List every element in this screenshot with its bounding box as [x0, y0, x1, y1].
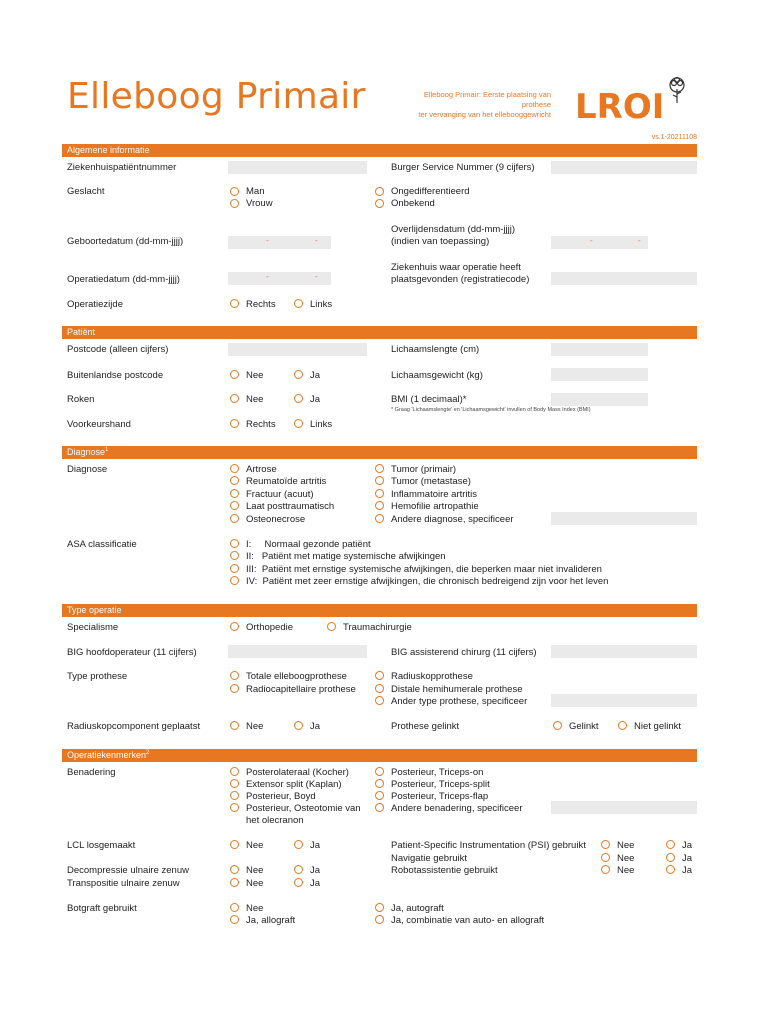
label-psi: Patient-Specific Instrumentation (PSI) gebruikt [391, 840, 586, 851]
label-ziekenhuis-sub: plaatsgevonden (registratiecode) [391, 274, 530, 285]
label-bmi: BMI (1 decimaal)* [391, 394, 467, 405]
radio-hand-links[interactable] [294, 419, 303, 428]
option-nee: Nee [246, 840, 264, 851]
label-postcode: Postcode (alleen cijfers) [67, 344, 169, 355]
label-lichaamsgewicht: Lichaamsgewicht (kg) [391, 370, 483, 381]
label-operatiezijde: Operatiezijde [67, 299, 123, 310]
radio-orthopedie[interactable] [230, 622, 239, 631]
section-operatiekenmerken-title: Operatiekenmerken [67, 750, 147, 760]
option-triceps-on: Posterieur, Triceps-on [391, 767, 484, 778]
section-patient: Patiënt [62, 326, 697, 339]
lichaamslengte-input[interactable] [551, 343, 648, 356]
radio-niet-gelinkt[interactable] [618, 721, 627, 730]
label-prothese-gelinkt: Prothese gelinkt [391, 721, 460, 732]
option-zijde-links: Links [310, 299, 333, 310]
label-asa: ASA classificatie [67, 539, 137, 550]
page-title: Elleboog Primair [67, 76, 366, 117]
option-links: Links [310, 419, 333, 430]
option-asa-1: I: Normaal gezonde patiënt [246, 539, 371, 550]
radio-asa-2[interactable] [230, 551, 239, 560]
option-botgraft-combinatie: Ja, combinatie van auto- en allograft [391, 915, 545, 926]
tree-icon [670, 78, 684, 104]
radio-triceps-flap[interactable] [375, 791, 384, 800]
option-radiuskopprothese: Radiuskopprothese [391, 671, 473, 682]
radio-asa-1[interactable] [230, 539, 239, 548]
option-ja: Ja [310, 878, 321, 889]
option-posterolateraal: Posterolateraal (Kocher) [246, 767, 349, 778]
radio-navigatie-ja[interactable] [666, 853, 675, 862]
option-extensor-split: Extensor split (Kaplan) [246, 779, 342, 790]
lroi-logo [573, 73, 693, 123]
option-nee: Nee [617, 865, 635, 876]
label-buitenlandse-postcode: Buitenlandse postcode [67, 370, 164, 381]
radio-vrouw[interactable] [230, 199, 239, 208]
radio-roken-ja[interactable] [294, 394, 303, 403]
label-operatiedatum: Operatiedatum (dd-mm-jjjj) [67, 274, 180, 285]
option-posterieur-boyd: Posterieur, Boyd [246, 791, 316, 802]
label-benadering: Benadering [67, 767, 116, 778]
label-specialisme: Specialisme [67, 622, 119, 633]
option-nee: Nee [617, 853, 635, 864]
radio-botgraft-nee[interactable] [230, 903, 239, 912]
radio-posterieur-osteotomie[interactable] [230, 803, 239, 812]
option-nee: Nee [246, 878, 264, 889]
label-navigatie: Navigatie gebruikt [391, 853, 468, 864]
option-reumatoide-artritis: Reumatoïde artritis [246, 476, 327, 487]
option-nee: Nee [246, 865, 264, 876]
label-transpositie: Transpositie ulnaire zenuw [67, 878, 180, 889]
label-geslacht: Geslacht [67, 186, 105, 197]
date-separator: - [266, 272, 269, 281]
option-ja: Ja [310, 394, 321, 405]
option-nee: Nee [246, 370, 264, 381]
radio-artrose[interactable] [230, 464, 239, 473]
andere-benadering-input[interactable] [551, 801, 697, 814]
radio-asa-3[interactable] [230, 564, 239, 573]
radio-totale-elleboogprothese[interactable] [230, 671, 239, 680]
radio-lcl-nee[interactable] [230, 840, 239, 849]
option-traumachirurgie: Traumachirurgie [343, 622, 412, 633]
radio-triceps-on[interactable] [375, 767, 384, 776]
radio-decompressie-nee[interactable] [230, 865, 239, 874]
radio-andere-benadering[interactable] [375, 803, 384, 812]
option-vrouw: Vrouw [246, 198, 273, 209]
option-man: Man [246, 186, 265, 197]
ziekenhuispatientnummer-input[interactable] [228, 161, 367, 174]
label-ziekenhuispatientnummer: Ziekenhuispatiëntnummer [67, 162, 177, 173]
big-assisterend-input[interactable] [551, 645, 697, 658]
section-diagnose [62, 446, 697, 459]
option-inflammatoire-artritis: Inflammatoire artritis [391, 489, 478, 500]
date-separator: - [315, 272, 318, 281]
option-rechts: Rechts [246, 419, 276, 430]
option-ja: Ja [310, 370, 321, 381]
bmi-input[interactable] [551, 393, 648, 406]
radio-gelinkt[interactable] [553, 721, 562, 730]
ziekenhuis-input[interactable] [551, 272, 697, 285]
option-artrose: Artrose [246, 464, 277, 475]
radio-transpositie-nee[interactable] [230, 878, 239, 887]
radio-lcl-ja[interactable] [294, 840, 303, 849]
radio-navigatie-nee[interactable] [601, 853, 610, 862]
radio-botgraft-autograft[interactable] [375, 903, 384, 912]
radio-botgraft-allograft[interactable] [230, 915, 239, 924]
radio-radiuskopprothese[interactable] [375, 671, 384, 680]
andere-diagnose-input[interactable] [551, 512, 697, 525]
option-zijde-rechts: Rechts [246, 299, 276, 310]
radio-posterieur-boyd[interactable] [230, 791, 239, 800]
label-diagnose: Diagnose [67, 464, 108, 475]
label-lichaamslengte: Lichaamslengte (cm) [391, 344, 480, 355]
radio-hemofilie-artropathie[interactable] [375, 501, 384, 510]
radio-man[interactable] [230, 187, 239, 196]
date-separator: - [590, 236, 593, 245]
bsn-input[interactable] [551, 161, 697, 174]
radio-distale-hemihumerale[interactable] [375, 684, 384, 693]
option-orthopedie: Orthopedie [246, 622, 294, 633]
option-ja: Ja [682, 840, 693, 851]
label-voorkeurshand: Voorkeurshand [67, 419, 131, 430]
option-ja: Ja [310, 865, 321, 876]
radio-transpositie-ja[interactable] [294, 878, 303, 887]
option-ander-type-prothese: Ander type prothese, specificeer [391, 696, 528, 707]
subtitle-line: Elleboog Primair: Eerste plaatsing van prothese [423, 90, 551, 109]
option-hemofilie-artropathie: Hemofilie artropathie [391, 501, 479, 512]
radio-radiuskop-ja[interactable] [294, 721, 303, 730]
page-subtitle [395, 90, 551, 120]
label-overlijdensdatum: Overlijdensdatum (dd-mm-jjjj) [391, 224, 516, 235]
radio-onbekend[interactable] [375, 199, 384, 208]
label-type-prothese: Type prothese [67, 671, 128, 682]
radio-tumor-primair[interactable] [375, 464, 384, 473]
section-diagnose-title: Diagnose [67, 447, 106, 457]
radio-traumachirurgie[interactable] [327, 622, 336, 631]
label-radiuskopcomponent: Radiuskopcomponent geplaatst [67, 721, 201, 732]
bmi-note: * Graag 'Lichaamslengte' en 'Lichaamsgewicht' invullen of Body Mass Index (BMI) [391, 407, 591, 413]
label-geboortedatum: Geboortedatum (dd-mm-jjjj) [67, 236, 184, 247]
option-onbekend: Onbekend [391, 198, 435, 209]
date-separator: - [638, 236, 641, 245]
radio-decompressie-ja[interactable] [294, 865, 303, 874]
option-ja: Ja [682, 853, 693, 864]
footnote-marker: 2 [146, 750, 150, 756]
date-separator: - [315, 236, 318, 245]
radio-andere-diagnose[interactable] [375, 514, 384, 523]
label-overlijdensdatum-sub: (indien van toepassing) [391, 236, 490, 247]
section-type-operatie: Type operatie [62, 604, 697, 617]
option-tumor-metastase: Tumor (metastase) [391, 476, 471, 487]
radio-robot-ja[interactable] [666, 865, 675, 874]
radio-reumatoide-artritis[interactable] [230, 476, 239, 485]
overlijdensdatum-input[interactable] [551, 236, 648, 249]
section-operatiekenmerken [62, 749, 697, 762]
radio-roken-nee[interactable] [230, 394, 239, 403]
radio-buitenlandse-ja[interactable] [294, 370, 303, 379]
radio-botgraft-combinatie[interactable] [375, 915, 384, 924]
radio-buitenlandse-nee[interactable] [230, 370, 239, 379]
option-botgraft-autograft: Ja, autograft [391, 903, 444, 914]
option-asa-2: II: Patiënt met matige systemische afwijkingen [246, 551, 446, 562]
label-big-hoofdoperateur: BIG hoofdoperateur (11 cijfers) [67, 647, 197, 658]
option-ja: Ja [682, 865, 693, 876]
label-robotassistentie: Robotassistentie gebruikt [391, 865, 498, 876]
option-triceps-flap: Posterieur, Triceps-flap [391, 791, 489, 802]
radio-tumor-metastase[interactable] [375, 476, 384, 485]
radio-osteonecrose[interactable] [230, 514, 239, 523]
label-roken: Roken [67, 394, 95, 405]
radio-triceps-split[interactable] [375, 779, 384, 788]
option-asa-3: III: Patiënt met ernstige systemische afwijkingen, die beperken maar niet invalideren [246, 564, 602, 575]
option-triceps-split: Posterieur, Triceps-split [391, 779, 490, 790]
option-laat-posttraumatisch: Laat posttraumatisch [246, 501, 335, 512]
footnote-marker: 1 [105, 447, 109, 453]
option-gelinkt: Gelinkt [569, 721, 599, 732]
radio-radiuskop-nee[interactable] [230, 721, 239, 730]
label-botgraft: Botgraft gebruikt [67, 903, 137, 914]
option-distale-hemihumerale: Distale hemihumerale prothese [391, 684, 523, 695]
radio-zijde-rechts[interactable] [230, 299, 239, 308]
label-big-assisterend: BIG assisterend chirurg (11 cijfers) [391, 647, 537, 658]
option-nee: Nee [246, 721, 264, 732]
radio-inflammatoire-artritis[interactable] [375, 489, 384, 498]
option-posterieur-osteotomie: Posterieur, Osteotomie van [246, 803, 361, 814]
radio-extensor-split[interactable] [230, 779, 239, 788]
subtitle-line: ter vervanging van het ellebooggewricht [418, 110, 551, 119]
option-botgraft-nee: Nee [246, 903, 264, 914]
label-lcl-losgemaakt: LCL losgemaakt [67, 840, 136, 851]
option-botgraft-allograft: Ja, allograft [246, 915, 296, 926]
radio-psi-nee[interactable] [601, 840, 610, 849]
radio-ongedifferentieerd[interactable] [375, 187, 384, 196]
option-totale-elleboogprothese: Totale elleboogprothese [246, 671, 347, 682]
option-ja: Ja [310, 721, 321, 732]
option-tumor-primair: Tumor (primair) [391, 464, 457, 475]
option-andere-benadering: Andere benadering, specificeer [391, 803, 523, 814]
radio-asa-4[interactable] [230, 576, 239, 585]
radio-ander-type-prothese[interactable] [375, 696, 384, 705]
postcode-input[interactable] [228, 343, 367, 356]
radio-laat-posttraumatisch[interactable] [230, 501, 239, 510]
radio-fractuur[interactable] [230, 489, 239, 498]
logo-letters: LROI [575, 87, 665, 123]
label-bsn: Burger Service Nummer (9 cijfers) [391, 162, 535, 173]
version-label: vs.1-20211108 [651, 134, 697, 141]
ander-type-prothese-input[interactable] [551, 694, 697, 707]
option-andere-diagnose: Andere diagnose, specificeer [391, 514, 514, 525]
section-algemene-informatie: Algemene informatie [62, 144, 697, 157]
label-decompressie: Decompressie ulnaire zenuw [67, 865, 189, 876]
option-ongedifferentieerd: Ongedifferentieerd [391, 186, 470, 197]
option-ja: Ja [310, 840, 321, 851]
date-separator: - [266, 236, 269, 245]
option-niet-gelinkt: Niet gelinkt [634, 721, 681, 732]
option-osteonecrose: Osteonecrose [246, 514, 306, 525]
option-posterieur-osteotomie-cont: het olecranon [246, 815, 304, 826]
lichaamsgewicht-input[interactable] [551, 368, 648, 381]
radio-hand-rechts[interactable] [230, 419, 239, 428]
label-ziekenhuis: Ziekenhuis waar operatie heeft [391, 262, 521, 273]
radio-psi-ja[interactable] [666, 840, 675, 849]
option-nee: Nee [246, 394, 264, 405]
option-nee: Nee [617, 840, 635, 851]
option-radiocapitellaire-prothese: Radiocapitellaire prothese [246, 684, 356, 695]
option-fractuur: Fractuur (acuut) [246, 489, 314, 500]
radio-radiocapitellaire-prothese[interactable] [230, 684, 239, 693]
radio-posterolateraal[interactable] [230, 767, 239, 776]
radio-zijde-links[interactable] [294, 299, 303, 308]
big-hoofdoperateur-input[interactable] [228, 645, 367, 658]
radio-robot-nee[interactable] [601, 865, 610, 874]
option-asa-4: IV: Patiënt met zeer ernstige afwijkingen, die chronisch bedreigend zijn voor het leven [246, 576, 609, 587]
